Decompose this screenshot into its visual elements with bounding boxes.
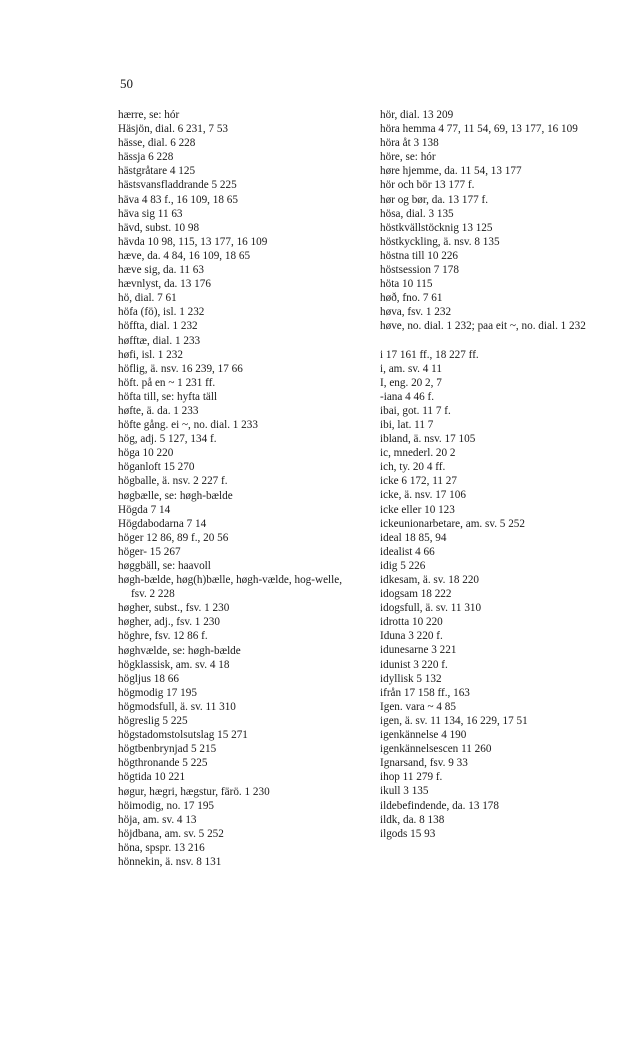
index-entry: Häsjön, dial. 6 231, 7 53 [118, 123, 229, 136]
index-entry: högballe, ä. nsv. 2 227 f. [118, 475, 228, 488]
index-entry: hör, dial. 13 209 [380, 109, 454, 121]
index-entry: hör och bör 13 177 f. [380, 179, 475, 192]
index-entry: Iduna 3 220 f. [380, 630, 443, 643]
index-entry: høggbäll, se: haavoll [118, 560, 211, 572]
right-column [380, 108, 628, 841]
index-entry: Igen. vara ~ 4 85 [380, 700, 456, 713]
index-entry: ihop 11 279 f. [380, 771, 443, 784]
index-entry: höstna till 10 226 [380, 249, 459, 262]
index-entry: høgher, adj., fsv. 1 230 [118, 616, 220, 629]
index-entry: höja, am. sv. 4 13 [118, 813, 197, 826]
index-entry: hæve sig, da. 11 63 [118, 264, 204, 277]
index-entry: idunist 3 220 f. [380, 658, 448, 671]
index-entry: högmodsfull, ä. sv. 11 310 [118, 700, 236, 713]
index-entry: ilgods 15 93 [380, 827, 436, 840]
index-entry: høfi, isl. 1 232 [118, 348, 183, 361]
index-entry: höra åt 3 138 [380, 137, 439, 150]
index-entry: hævnlyst, da. 13 176 [118, 278, 211, 291]
index-entry: hästsvansfladdrande 5 225 [118, 179, 237, 192]
index-entry: høð, fno. 7 61 [380, 292, 443, 305]
index-entry: icke eller 10 123 [380, 503, 455, 516]
index-entry: höimodig, no. 17 195 [118, 799, 215, 812]
index-entry: höna, spspr. 13 216 [118, 841, 205, 854]
index-entry: idogsam 18 222 [380, 588, 452, 601]
index-entry: igenkännelsescen 11 260 [380, 743, 492, 756]
index-entry: igenkännelse 4 190 [380, 729, 467, 742]
index-entry: högmodig 17 195 [118, 686, 197, 699]
index-entry: höjdbana, am. sv. 5 252 [118, 827, 224, 840]
index-entry: idrotta 10 220 [380, 616, 443, 629]
index-entry: höfa (fö), isl. 1 232 [118, 306, 205, 319]
page-number: 50 [120, 76, 133, 91]
index-entry: icke 6 172, 11 27 [380, 475, 457, 488]
index-entry: hösa, dial. 3 135 [380, 207, 454, 220]
index-entry: ildebefindende, da. 13 178 [380, 799, 499, 812]
index-entry: idealist 4 66 [380, 545, 435, 558]
index-entry: idogsfull, ä. sv. 11 310 [380, 602, 482, 615]
index-entry: högklassisk, am. sv. 4 18 [118, 658, 230, 671]
index-entry: hög, adj. 5 127, 134 f. [118, 433, 217, 446]
index-entry: høgbælle, se: høgh-bælde [118, 489, 233, 502]
index-entry: höstkvällstöcknig 13 125 [380, 221, 493, 234]
index-entry: høfte, ä. da. 1 233 [118, 404, 199, 417]
index-entry: ildk, da. 8 138 [380, 813, 445, 826]
index-entry: ikull 3 135 [380, 785, 429, 798]
index-entry: högreslig 5 225 [118, 715, 188, 728]
right-column-group-i [380, 348, 628, 841]
index-entry: ich, ty. 20 4 ff. [380, 461, 446, 474]
index-entry: höfte gång. ei ~, no. dial. 1 233 [118, 419, 258, 432]
index-entry: høre hjemme, da. 11 54, 13 177 [380, 165, 522, 178]
index-entry: idkesam, ä. sv. 18 220 [380, 574, 480, 586]
index-entry: idyllisk 5 132 [380, 672, 442, 685]
index-entry: höger- 15 267 [118, 545, 181, 558]
index-entry: høgh-bælde, høg(h)bælle, høgh-vælde, hog-welle, fsv. 2 228 [118, 574, 343, 601]
index-entry: höghre, fsv. 12 86 f. [118, 630, 208, 643]
index-entry: i, am. sv. 4 11 [380, 362, 442, 375]
index-entry: höre, se: hór [380, 151, 436, 164]
index-entry: høgher, subst., fsv. 1 230 [118, 602, 230, 615]
left-column [118, 108, 358, 869]
index-entry: höga 10 220 [118, 447, 174, 460]
index-entry: hør og bør, da. 13 177 f. [380, 193, 488, 206]
index-entry: höfta till, se: hyfta täll [118, 390, 218, 403]
index-entry: hässja 6 228 [118, 151, 174, 164]
index-entry: höstkyckling, ä. nsv. 8 135 [380, 235, 500, 248]
index-entry: idig 5 226 [380, 559, 426, 572]
section-gap [380, 334, 628, 348]
index-entry: I, eng. 20 2, 7 [380, 376, 442, 389]
index-entry: høgur, hægri, hægstur, färö. 1 230 [118, 785, 270, 798]
index-entry: hävda 10 98, 115, 13 177, 16 109 [118, 235, 268, 248]
index-entry: höffta, dial. 1 232 [118, 320, 198, 333]
index-entry: hässe, dial. 6 228 [118, 137, 196, 150]
index-entry: idunesarne 3 221 [380, 644, 457, 657]
index-entry: höra hemma 4 77, 11 54, 69, 13 177, 16 109 [380, 123, 578, 136]
index-entry: högljus 18 66 [118, 672, 179, 685]
index-entry: ic, mnederl. 20 2 [380, 447, 456, 460]
index-entry: häva sig 11 63 [118, 207, 183, 220]
index-entry: höganloft 15 270 [118, 461, 195, 474]
index-entry: ifrån 17 158 ff., 163 [380, 686, 470, 699]
index-entry: Högda 7 14 [118, 503, 171, 516]
index-entry: hæve, da. 4 84, 16 109, 18 65 [118, 249, 251, 262]
index-entry: höstsession 7 178 [380, 264, 459, 277]
index-entry: hærre, se: hór [118, 109, 180, 121]
index-entry: høghvælde, se: høgh-bælde [118, 644, 241, 657]
index-entry: -iana 4 46 f. [380, 390, 435, 403]
index-entry: höft. på en ~ 1 231 ff. [118, 376, 216, 389]
index-entry: högtbenbrynjad 5 215 [118, 743, 217, 756]
index-entry: høva, fsv. 1 232 [380, 306, 452, 319]
index-entry: hästgråtare 4 125 [118, 165, 196, 178]
index-entry: högstadomstolsutslag 15 271 [118, 729, 248, 742]
index-entry: ibai, got. 11 7 f. [380, 404, 451, 417]
index-entry: hävd, subst. 10 98 [118, 221, 200, 234]
index-entry: hö, dial. 7 61 [118, 292, 177, 305]
index-entry: högthronande 5 225 [118, 757, 208, 770]
index-entry: höta 10 115 [380, 278, 433, 291]
index-entry: ibland, ä. nsv. 17 105 [380, 433, 476, 446]
index-entry: Högdabodarna 7 14 [118, 517, 207, 530]
index-entry: högtida 10 221 [118, 771, 186, 784]
index-entry: hönnekin, ä. nsv. 8 131 [118, 855, 222, 868]
index-entry: høve, no. dial. 1 232; paa eit ~, no. dial. 1 232 [380, 320, 586, 333]
index-entry: häva 4 83 f., 16 109, 18 65 [118, 193, 238, 206]
index-entry: höger 12 86, 89 f., 20 56 [118, 531, 229, 544]
right-column-group-h [380, 108, 628, 334]
index-entry: höflig, ä. nsv. 16 239, 17 66 [118, 362, 243, 375]
index-entry: igen, ä. sv. 11 134, 16 229, 17 51 [380, 714, 528, 727]
index-entry: høfftæ, dial. 1 233 [118, 334, 201, 347]
index-entry: ibi, lat. 11 7 [380, 418, 434, 431]
index-entry: Ignarsand, fsv. 9 33 [380, 757, 468, 770]
index-entry: icke, ä. nsv. 17 106 [380, 489, 466, 502]
index-entry: ideal 18 85, 94 [380, 531, 447, 544]
index-entry: ickeunionarbetare, am. sv. 5 252 [380, 517, 525, 530]
index-entry: i 17 161 ff., 18 227 ff. [380, 348, 479, 361]
